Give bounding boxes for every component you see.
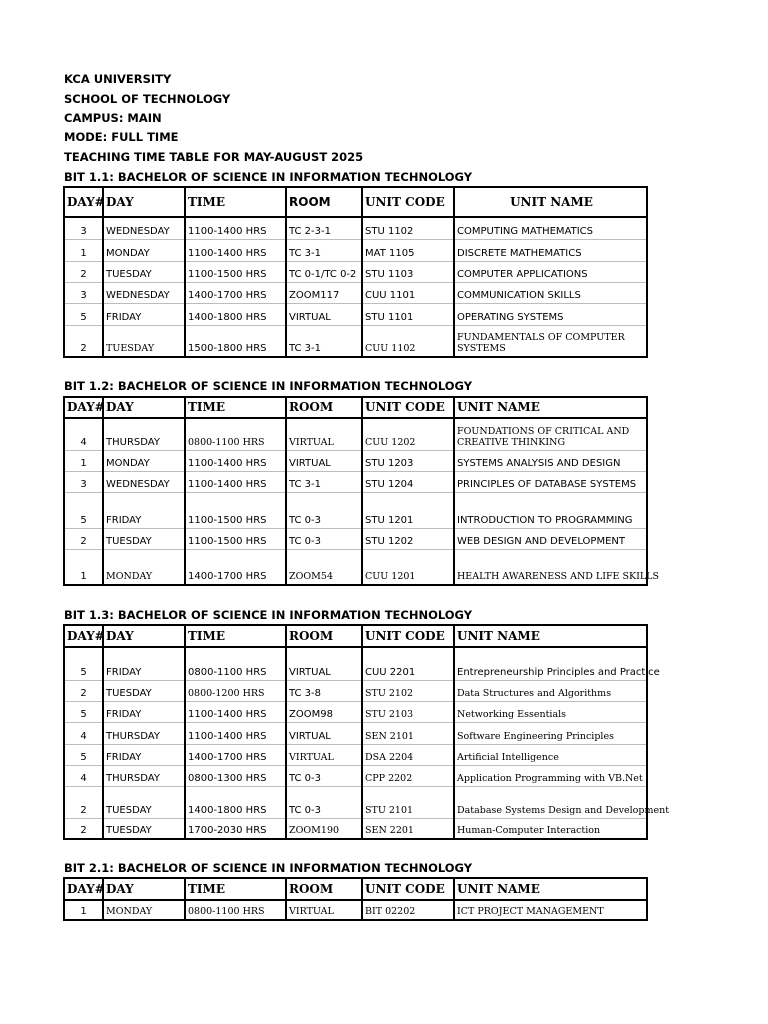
- cell-daynum: 5: [64, 492, 103, 528]
- col-header-unit-code: UNIT CODE: [362, 878, 454, 900]
- section-title-bit-1-3: BIT 1.3: BACHELOR OF SCIENCE IN INFORMATION TECHNOLOGY: [64, 608, 473, 622]
- cell-unit-name: Application Programming with VB.Net: [454, 765, 647, 786]
- col-header-time: TIME: [185, 878, 286, 900]
- col-header-daynum: DAY#: [64, 878, 103, 900]
- col-header-unit-name: UNIT NAME: [454, 625, 647, 647]
- cell-unit-name: HEALTH AWARENESS AND LIFE SKILLS: [454, 549, 647, 585]
- cell-unit-code: STU 2101: [362, 786, 454, 818]
- section-title-bit-2-1: BIT 2.1: BACHELOR OF SCIENCE IN INFORMATION TECHNOLOGY: [64, 861, 473, 875]
- cell-time: 1700-2030 HRS: [185, 818, 286, 839]
- cell-unit-name: OPERATING SYSTEMS: [454, 303, 647, 325]
- table-row: [64, 325, 647, 357]
- table-row: [64, 282, 647, 303]
- cell-daynum: 3: [64, 471, 103, 492]
- cell-daynum: 4: [64, 418, 103, 450]
- table-header-row: [64, 878, 647, 900]
- table-row: [64, 239, 647, 261]
- col-header-daynum: DAY#: [64, 625, 103, 647]
- cell-unit-code: DSA 2204: [362, 744, 454, 765]
- cell-unit-code: STU 1202: [362, 528, 454, 549]
- cell-room: ZOOM98: [286, 701, 362, 722]
- cell-day: WEDNESDAY: [103, 282, 185, 303]
- cell-unit-code: STU 1201: [362, 492, 454, 528]
- cell-unit-code: STU 1103: [362, 261, 454, 282]
- col-header-room: ROOM: [286, 397, 362, 418]
- school-name: SCHOOL OF TECHNOLOGY: [64, 92, 231, 106]
- timetable-bit-1-1: [63, 186, 648, 358]
- cell-room: ZOOM190: [286, 818, 362, 839]
- cell-unit-code: CPP 2202: [362, 765, 454, 786]
- cell-unit-name: DISCRETE MATHEMATICS: [454, 239, 647, 261]
- cell-unit-code: CUU 1201: [362, 549, 454, 585]
- cell-day: TUESDAY: [103, 786, 185, 818]
- timetable-title: TEACHING TIME TABLE FOR MAY-AUGUST 2025: [64, 150, 364, 164]
- cell-day: FRIDAY: [103, 701, 185, 722]
- table-row: [64, 722, 647, 744]
- table-row: [64, 900, 647, 920]
- cell-unit-name: FUNDAMENTALS OF COMPUTER SYSTEMS: [454, 325, 647, 357]
- table-row: [64, 647, 647, 680]
- cell-room: TC 3-1: [286, 239, 362, 261]
- cell-time: 0800-1100 HRS: [185, 418, 286, 450]
- cell-room: TC 2-3-1: [286, 217, 362, 239]
- cell-time: 1100-1500 HRS: [185, 261, 286, 282]
- col-header-day: DAY: [103, 625, 185, 647]
- cell-time: 0800-1100 HRS: [185, 900, 286, 920]
- cell-day: FRIDAY: [103, 744, 185, 765]
- cell-room: VIRTUAL: [286, 647, 362, 680]
- cell-day: MONDAY: [103, 549, 185, 585]
- cell-unit-name: SYSTEMS ANALYSIS AND DESIGN: [454, 450, 647, 471]
- cell-day: TUESDAY: [103, 261, 185, 282]
- col-header-day: DAY: [103, 878, 185, 900]
- cell-time: 1100-1400 HRS: [185, 471, 286, 492]
- cell-time: 1400-1800 HRS: [185, 303, 286, 325]
- col-header-time: TIME: [185, 187, 286, 217]
- cell-room: ZOOM54: [286, 549, 362, 585]
- cell-unit-code: SEN 2201: [362, 818, 454, 839]
- cell-unit-name: Software Engineering Principles: [454, 722, 647, 744]
- cell-unit-name: Networking Essentials: [454, 701, 647, 722]
- cell-time: 1100-1500 HRS: [185, 492, 286, 528]
- cell-unit-name: INTRODUCTION TO PROGRAMMING: [454, 492, 647, 528]
- table-row: [64, 303, 647, 325]
- cell-time: 1100-1400 HRS: [185, 217, 286, 239]
- col-header-day: DAY: [103, 397, 185, 418]
- timetable-bit-2-1: [63, 877, 648, 921]
- cell-daynum: 5: [64, 303, 103, 325]
- cell-daynum: 1: [64, 549, 103, 585]
- cell-room: VIRTUAL: [286, 303, 362, 325]
- cell-unit-code: STU 2103: [362, 701, 454, 722]
- table-row: [64, 261, 647, 282]
- cell-time: 0800-1100 HRS: [185, 647, 286, 680]
- cell-unit-code: SEN 2101: [362, 722, 454, 744]
- table-header-row: [64, 397, 647, 418]
- cell-unit-code: MAT 1105: [362, 239, 454, 261]
- col-header-unit-code: UNIT CODE: [362, 397, 454, 418]
- col-header-unit-name: UNIT NAME: [454, 397, 647, 418]
- cell-day: FRIDAY: [103, 303, 185, 325]
- col-header-daynum: DAY#: [64, 187, 103, 217]
- cell-day: TUESDAY: [103, 528, 185, 549]
- table-row: [64, 701, 647, 722]
- cell-daynum: 2: [64, 261, 103, 282]
- cell-unit-code: CUU 1101: [362, 282, 454, 303]
- cell-unit-name: ICT PROJECT MANAGEMENT: [454, 900, 647, 920]
- cell-unit-code: STU 1101: [362, 303, 454, 325]
- table-row: [64, 418, 647, 450]
- cell-unit-name: Database Systems Design and Development: [454, 786, 647, 818]
- col-header-room: ROOM: [286, 878, 362, 900]
- table-row: [64, 217, 647, 239]
- cell-room: TC 3-1: [286, 471, 362, 492]
- cell-daynum: 2: [64, 325, 103, 357]
- cell-daynum: 1: [64, 900, 103, 920]
- cell-unit-code: STU 1102: [362, 217, 454, 239]
- cell-unit-code: CUU 1202: [362, 418, 454, 450]
- cell-time: 1400-1700 HRS: [185, 282, 286, 303]
- cell-unit-name: PRINCIPLES OF DATABASE SYSTEMS: [454, 471, 647, 492]
- cell-day: WEDNESDAY: [103, 471, 185, 492]
- cell-unit-name: Data Structures and Algorithms: [454, 680, 647, 701]
- cell-daynum: 5: [64, 647, 103, 680]
- cell-day: TUESDAY: [103, 818, 185, 839]
- cell-daynum: 2: [64, 528, 103, 549]
- cell-time: 1400-1800 HRS: [185, 786, 286, 818]
- cell-day: WEDNESDAY: [103, 217, 185, 239]
- cell-daynum: 2: [64, 818, 103, 839]
- table-row: [64, 492, 647, 528]
- cell-room: VIRTUAL: [286, 722, 362, 744]
- cell-daynum: 4: [64, 765, 103, 786]
- table-header-row: [64, 187, 647, 217]
- cell-day: TUESDAY: [103, 325, 185, 357]
- cell-day: THURSDAY: [103, 722, 185, 744]
- cell-day: MONDAY: [103, 450, 185, 471]
- timetable-bit-1-2: [63, 396, 659, 586]
- cell-room: TC 0-3: [286, 528, 362, 549]
- section-title-bit-1-1: BIT 1.1: BACHELOR OF SCIENCE IN INFORMATION TECHNOLOGY: [64, 170, 473, 184]
- table-row: [64, 549, 647, 585]
- col-header-unit-code: UNIT CODE: [362, 187, 454, 217]
- col-header-unit-name: UNIT NAME: [454, 878, 647, 900]
- table-row: [64, 765, 647, 786]
- col-header-unit-name: UNIT NAME: [454, 187, 647, 217]
- cell-time: 1100-1400 HRS: [185, 722, 286, 744]
- cell-daynum: 1: [64, 239, 103, 261]
- table-row: [64, 680, 647, 701]
- cell-time: 0800-1200 HRS: [185, 680, 286, 701]
- cell-unit-name: Artificial Intelligence: [454, 744, 647, 765]
- cell-room: VIRTUAL: [286, 450, 362, 471]
- cell-room: TC 3-1: [286, 325, 362, 357]
- cell-room: TC 0-3: [286, 765, 362, 786]
- cell-room: TC 0-3: [286, 786, 362, 818]
- cell-unit-name: Human-Computer Interaction: [454, 818, 647, 839]
- cell-time: 1100-1500 HRS: [185, 528, 286, 549]
- campus-label: CAMPUS: MAIN: [64, 111, 162, 125]
- table-row: [64, 744, 647, 765]
- cell-time: 1400-1700 HRS: [185, 549, 286, 585]
- cell-daynum: 1: [64, 450, 103, 471]
- cell-time: 0800-1300 HRS: [185, 765, 286, 786]
- cell-day: FRIDAY: [103, 492, 185, 528]
- cell-room: VIRTUAL: [286, 418, 362, 450]
- cell-day: THURSDAY: [103, 418, 185, 450]
- cell-unit-code: STU 1204: [362, 471, 454, 492]
- cell-unit-name: Entrepreneurship Principles and Practice: [454, 647, 647, 680]
- cell-day: MONDAY: [103, 900, 185, 920]
- cell-daynum: 5: [64, 744, 103, 765]
- cell-time: 1100-1400 HRS: [185, 701, 286, 722]
- col-header-time: TIME: [185, 625, 286, 647]
- cell-unit-code: CUU 1102: [362, 325, 454, 357]
- table-header-row: [64, 625, 647, 647]
- col-header-day: DAY: [103, 187, 185, 217]
- cell-day: THURSDAY: [103, 765, 185, 786]
- cell-time: 1100-1400 HRS: [185, 239, 286, 261]
- cell-day: MONDAY: [103, 239, 185, 261]
- cell-daynum: 2: [64, 680, 103, 701]
- table-row: [64, 528, 647, 549]
- cell-daynum: 3: [64, 282, 103, 303]
- cell-room: ZOOM117: [286, 282, 362, 303]
- cell-unit-code: STU 2102: [362, 680, 454, 701]
- mode-label: MODE: FULL TIME: [64, 130, 179, 144]
- cell-room: TC 0-3: [286, 492, 362, 528]
- cell-unit-name: FOUNDATIONS OF CRITICAL AND CREATIVE THINKING: [454, 418, 647, 450]
- cell-day: TUESDAY: [103, 680, 185, 701]
- table-row: [64, 471, 647, 492]
- cell-time: 1400-1700 HRS: [185, 744, 286, 765]
- cell-daynum: 3: [64, 217, 103, 239]
- table-row: [64, 818, 647, 839]
- col-header-room: ROOM: [286, 625, 362, 647]
- cell-room: VIRTUAL: [286, 744, 362, 765]
- cell-unit-name: WEB DESIGN AND DEVELOPMENT: [454, 528, 647, 549]
- cell-daynum: 5: [64, 701, 103, 722]
- col-header-room: ROOM: [286, 187, 362, 217]
- cell-unit-name: COMMUNICATION SKILLS: [454, 282, 647, 303]
- timetable-bit-1-3: [63, 624, 670, 840]
- cell-room: TC 0-1/TC 0-2: [286, 261, 362, 282]
- cell-unit-code: CUU 2201: [362, 647, 454, 680]
- cell-time: 1500-1800 HRS: [185, 325, 286, 357]
- cell-unit-name: COMPUTING MATHEMATICS: [454, 217, 647, 239]
- cell-room: VIRTUAL: [286, 900, 362, 920]
- section-title-bit-1-2: BIT 1.2: BACHELOR OF SCIENCE IN INFORMATION TECHNOLOGY: [64, 379, 473, 393]
- university-name: KCA UNIVERSITY: [64, 72, 172, 86]
- cell-time: 1100-1400 HRS: [185, 450, 286, 471]
- cell-room: TC 3-8: [286, 680, 362, 701]
- col-header-daynum: DAY#: [64, 397, 103, 418]
- col-header-time: TIME: [185, 397, 286, 418]
- table-row: [64, 786, 647, 818]
- cell-daynum: 4: [64, 722, 103, 744]
- cell-day: FRIDAY: [103, 647, 185, 680]
- col-header-unit-code: UNIT CODE: [362, 625, 454, 647]
- cell-daynum: 2: [64, 786, 103, 818]
- table-row: [64, 450, 647, 471]
- cell-unit-code: BIT 02202: [362, 900, 454, 920]
- cell-unit-code: STU 1203: [362, 450, 454, 471]
- cell-unit-name: COMPUTER APPLICATIONS: [454, 261, 647, 282]
